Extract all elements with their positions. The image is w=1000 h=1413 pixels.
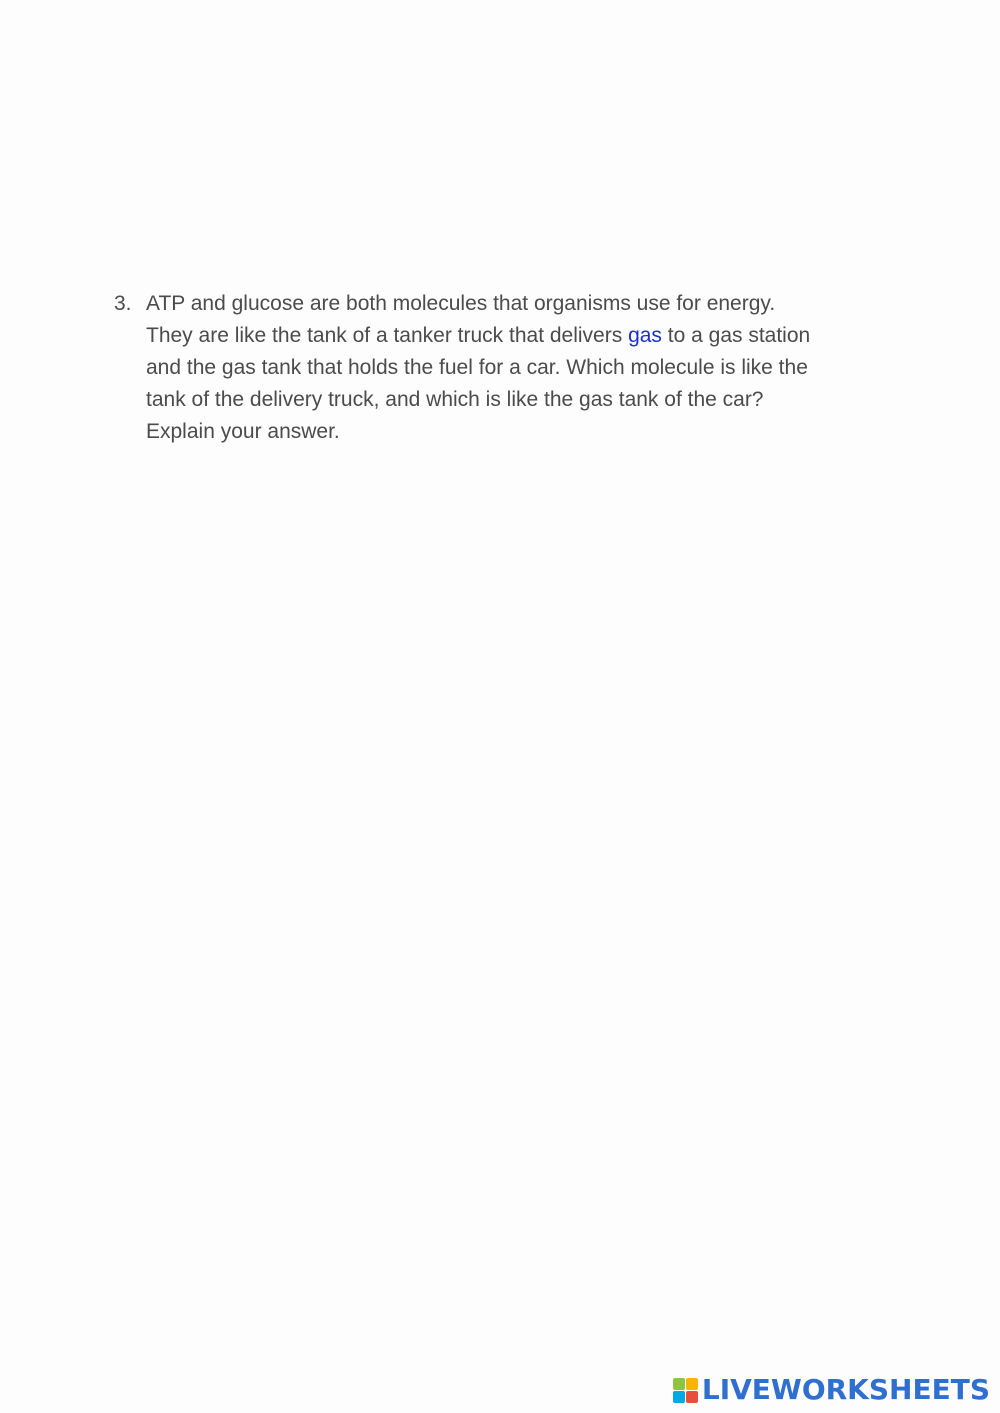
- question-line: and the gas tank that holds the fuel for a car. Which molecule is like the: [146, 356, 808, 379]
- question-text: [146, 288, 810, 448]
- logo-tile: [686, 1391, 698, 1403]
- question-line: Explain your answer.: [146, 420, 340, 443]
- gas-link[interactable]: gas: [628, 324, 662, 347]
- question-line: [146, 320, 810, 352]
- logo-tile: [673, 1378, 685, 1390]
- question-line: ATP and glucose are both molecules that organisms use for energy.: [146, 292, 776, 315]
- logo-tile: [673, 1391, 685, 1403]
- question-line-text: They are like the tank of a tanker truck that delivers: [146, 324, 629, 347]
- question-line: tank of the delivery truck, and which is like the gas tank of the car?: [146, 388, 764, 411]
- brand-name: LIVEWORKSHEETS: [701, 1373, 990, 1406]
- logo-tile: [686, 1378, 698, 1390]
- liveworksheets-logo-icon: [673, 1378, 698, 1403]
- question-number: 3.: [114, 292, 132, 315]
- question-3: [114, 288, 874, 448]
- liveworksheets-logo: [673, 1375, 990, 1405]
- question-line-text: to a gas station: [661, 324, 811, 347]
